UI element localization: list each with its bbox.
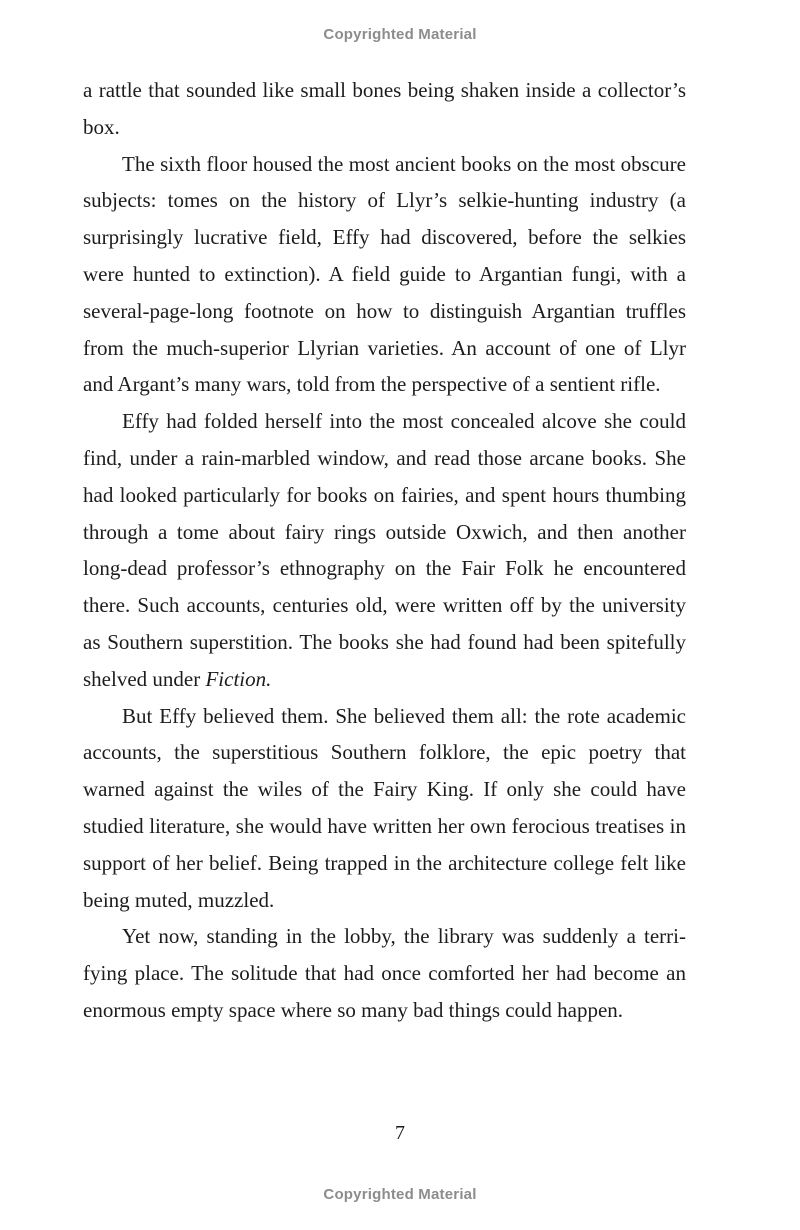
- paragraph-effy-believed: But Effy believed them. She believed them all: the rote academic accounts, the superstitious Southern folklore, the epic poetry that warned against the wiles of the Fairy King. If only she could have studied literature, she would have written her own ferocious treatises in support of her belief. Being trapped in the architecture college felt like being muted, muzzled.: [83, 703, 686, 912]
- paragraph-lobby: Yet now, standing in the lobby, the library was suddenly a terrifying place. The solitude that had once comforted her had become an enormous empty space where so many bad things could happen.: [83, 924, 686, 1022]
- paragraph-sixth-floor: The sixth floor housed the most ancient books on the most obscure subjects: tomes on the history of Llyr’s selkie-hunting industry (a surprisingly lucrative field, Effy had discovered, before the selkies were hunted to extinction). A field guide to Argantian fungi, with a several-page-long footnote on how to distinguish Argantian truffles from the much-superior Llyrian varieties. An account of one of Llyr and Argant’s many wars, told from the perspective of a sentient rifle.: [83, 151, 686, 397]
- copyright-watermark-bottom: Copyrighted Material: [323, 1186, 477, 1203]
- paragraph-alcove: [83, 403, 686, 697]
- fiction-italic-text: Fiction.: [205, 666, 272, 691]
- paragraph-continued: a rattle that sounded like small bones being shaken inside a collector’s box.: [83, 78, 686, 139]
- body-text: [83, 72, 686, 1029]
- copyright-watermark-top: Copyrighted Material: [323, 26, 477, 43]
- paragraph-alcove-text: Effy had folded herself into the most concealed alcove she could find, under a rain-marbled window, and read those arcane books. She had looked particularly for books on fairies, and spent hours thumbing through a tome about fairy rings outside Oxwich, and then another long-dead professor’s ethnography on the Fair Folk he encountered there. Such accounts, centuries old, were written off by the university as Southern superstition. The books she had found had been spitefully shelved under: [83, 409, 686, 691]
- page-number: 7: [395, 1122, 405, 1144]
